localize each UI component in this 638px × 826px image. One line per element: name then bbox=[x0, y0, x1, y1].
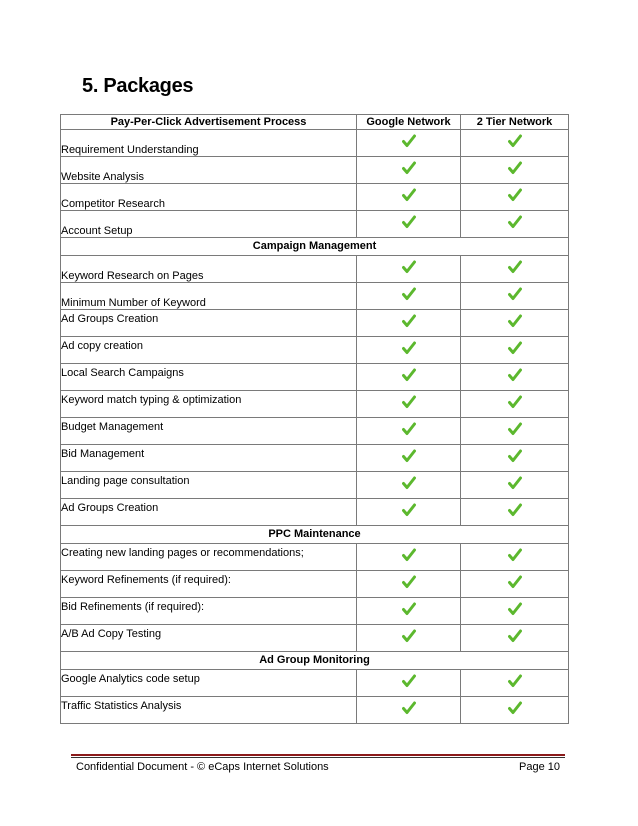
row-label: Competitor Research bbox=[61, 184, 357, 211]
checkmark-icon bbox=[402, 287, 416, 301]
google-network-cell bbox=[357, 256, 461, 283]
checkmark-icon bbox=[508, 449, 522, 463]
tier2-network-cell bbox=[461, 157, 569, 184]
checkmark-icon bbox=[508, 422, 522, 436]
table-row bbox=[61, 157, 569, 184]
table-row bbox=[61, 598, 569, 625]
checkmark-icon bbox=[402, 134, 416, 148]
checkmark-icon bbox=[508, 629, 522, 643]
checkmark-icon bbox=[402, 368, 416, 382]
google-network-cell bbox=[357, 211, 461, 238]
tier2-network-cell bbox=[461, 256, 569, 283]
footer-page-number: Page 10 bbox=[519, 761, 560, 773]
table-row bbox=[61, 697, 569, 724]
table-row bbox=[61, 625, 569, 652]
checkmark-icon bbox=[402, 674, 416, 688]
table-row bbox=[61, 184, 569, 211]
google-network-cell bbox=[357, 472, 461, 499]
google-network-cell bbox=[357, 310, 461, 337]
tier2-network-cell bbox=[461, 625, 569, 652]
tier2-network-cell bbox=[461, 697, 569, 724]
checkmark-icon bbox=[402, 548, 416, 562]
row-label: Traffic Statistics Analysis bbox=[61, 697, 357, 724]
checkmark-icon bbox=[508, 134, 522, 148]
row-label: Keyword match typing & optimization bbox=[61, 391, 357, 418]
table-row bbox=[61, 130, 569, 157]
tier2-network-cell bbox=[461, 670, 569, 697]
section-title: Campaign Management bbox=[61, 238, 569, 256]
column-header-process: Pay-Per-Click Advertisement Process bbox=[61, 115, 357, 130]
section-header-row bbox=[61, 652, 569, 670]
checkmark-icon bbox=[508, 260, 522, 274]
checkmark-icon bbox=[402, 161, 416, 175]
google-network-cell bbox=[357, 670, 461, 697]
checkmark-icon bbox=[508, 341, 522, 355]
google-network-cell bbox=[357, 598, 461, 625]
tier2-network-cell bbox=[461, 418, 569, 445]
table-row bbox=[61, 571, 569, 598]
row-label: Budget Management bbox=[61, 418, 357, 445]
table-row bbox=[61, 670, 569, 697]
table-row bbox=[61, 310, 569, 337]
section-title: PPC Maintenance bbox=[61, 526, 569, 544]
section-title: Ad Group Monitoring bbox=[61, 652, 569, 670]
checkmark-icon bbox=[508, 575, 522, 589]
row-label: Website Analysis bbox=[61, 157, 357, 184]
tier2-network-cell bbox=[461, 499, 569, 526]
checkmark-icon bbox=[508, 188, 522, 202]
tier2-network-cell bbox=[461, 598, 569, 625]
google-network-cell bbox=[357, 697, 461, 724]
tier2-network-cell bbox=[461, 211, 569, 238]
row-label: Minimum Number of Keyword bbox=[61, 283, 357, 310]
row-label: Ad Groups Creation bbox=[61, 310, 357, 337]
checkmark-icon bbox=[402, 314, 416, 328]
google-network-cell bbox=[357, 544, 461, 571]
tier2-network-cell bbox=[461, 184, 569, 211]
row-label: Ad Groups Creation bbox=[61, 499, 357, 526]
tier2-network-cell bbox=[461, 544, 569, 571]
checkmark-icon bbox=[508, 602, 522, 616]
column-header-2-tier-network: 2 Tier Network bbox=[461, 115, 569, 130]
footer-rule bbox=[71, 754, 565, 756]
row-label: Keyword Refinements (if required): bbox=[61, 571, 357, 598]
column-header-google-network: Google Network bbox=[357, 115, 461, 130]
google-network-cell bbox=[357, 391, 461, 418]
row-label: Landing page consultation bbox=[61, 472, 357, 499]
footer-rule-thin bbox=[71, 757, 565, 758]
tier2-network-cell bbox=[461, 337, 569, 364]
tier2-network-cell bbox=[461, 391, 569, 418]
section-header-row bbox=[61, 526, 569, 544]
row-label: Bid Management bbox=[61, 445, 357, 472]
checkmark-icon bbox=[402, 602, 416, 616]
checkmark-icon bbox=[508, 161, 522, 175]
google-network-cell bbox=[357, 283, 461, 310]
tier2-network-cell bbox=[461, 283, 569, 310]
section-header-row bbox=[61, 238, 569, 256]
checkmark-icon bbox=[402, 341, 416, 355]
row-label: Bid Refinements (if required): bbox=[61, 598, 357, 625]
table-row bbox=[61, 391, 569, 418]
table-body bbox=[61, 130, 569, 724]
checkmark-icon bbox=[402, 449, 416, 463]
row-label: Local Search Campaigns bbox=[61, 364, 357, 391]
google-network-cell bbox=[357, 445, 461, 472]
tier2-network-cell bbox=[461, 130, 569, 157]
table-row bbox=[61, 256, 569, 283]
table-row bbox=[61, 418, 569, 445]
tier2-network-cell bbox=[461, 472, 569, 499]
table-row bbox=[61, 364, 569, 391]
checkmark-icon bbox=[402, 395, 416, 409]
checkmark-icon bbox=[402, 629, 416, 643]
google-network-cell bbox=[357, 157, 461, 184]
tier2-network-cell bbox=[461, 364, 569, 391]
tier2-network-cell bbox=[461, 445, 569, 472]
packages-table bbox=[60, 114, 569, 724]
page-title: 5. Packages bbox=[82, 75, 194, 97]
checkmark-icon bbox=[402, 215, 416, 229]
google-network-cell bbox=[357, 184, 461, 211]
checkmark-icon bbox=[508, 548, 522, 562]
checkmark-icon bbox=[402, 476, 416, 490]
table-row bbox=[61, 544, 569, 571]
checkmark-icon bbox=[508, 476, 522, 490]
google-network-cell bbox=[357, 625, 461, 652]
checkmark-icon bbox=[508, 368, 522, 382]
google-network-cell bbox=[357, 499, 461, 526]
google-network-cell bbox=[357, 418, 461, 445]
row-label: Creating new landing pages or recommendations; bbox=[61, 544, 357, 571]
google-network-cell bbox=[357, 571, 461, 598]
google-network-cell bbox=[357, 337, 461, 364]
checkmark-icon bbox=[508, 314, 522, 328]
footer-confidential: Confidential Document - © eCaps Internet Solutions bbox=[76, 761, 329, 773]
checkmark-icon bbox=[508, 674, 522, 688]
tier2-network-cell bbox=[461, 571, 569, 598]
google-network-cell bbox=[357, 364, 461, 391]
checkmark-icon bbox=[402, 575, 416, 589]
checkmark-icon bbox=[402, 188, 416, 202]
table-row bbox=[61, 283, 569, 310]
table-row bbox=[61, 211, 569, 238]
table-row bbox=[61, 337, 569, 364]
checkmark-icon bbox=[402, 503, 416, 517]
table-row bbox=[61, 445, 569, 472]
row-label: Ad copy creation bbox=[61, 337, 357, 364]
row-label: Requirement Understanding bbox=[61, 130, 357, 157]
checkmark-icon bbox=[508, 395, 522, 409]
table-row bbox=[61, 499, 569, 526]
row-label: Account Setup bbox=[61, 211, 357, 238]
row-label: Google Analytics code setup bbox=[61, 670, 357, 697]
row-label: Keyword Research on Pages bbox=[61, 256, 357, 283]
checkmark-icon bbox=[508, 215, 522, 229]
checkmark-icon bbox=[508, 503, 522, 517]
google-network-cell bbox=[357, 130, 461, 157]
checkmark-icon bbox=[508, 701, 522, 715]
tier2-network-cell bbox=[461, 310, 569, 337]
checkmark-icon bbox=[402, 260, 416, 274]
checkmark-icon bbox=[402, 422, 416, 436]
table-header-row bbox=[61, 115, 569, 130]
checkmark-icon bbox=[402, 701, 416, 715]
table-row bbox=[61, 472, 569, 499]
row-label: A/B Ad Copy Testing bbox=[61, 625, 357, 652]
checkmark-icon bbox=[508, 287, 522, 301]
